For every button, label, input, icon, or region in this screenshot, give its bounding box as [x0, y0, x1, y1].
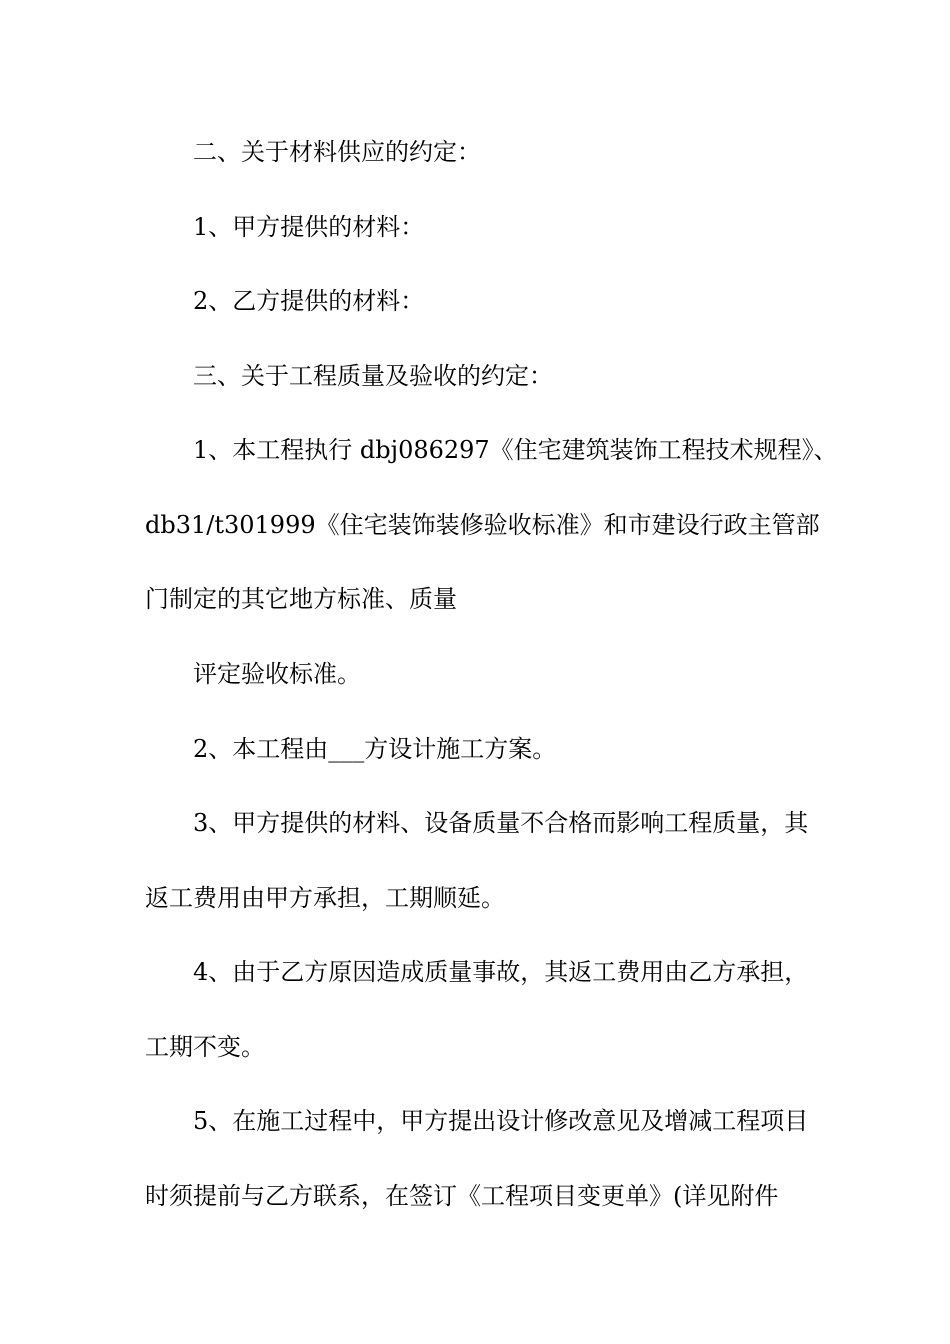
section-heading-quality: 三、关于工程质量及验收的约定：: [193, 362, 553, 390]
clause-line: 时须提前与乙方联系，在签订《工程项目变更单》(详见附件: [145, 1182, 779, 1210]
clause-line: 工期不变。: [145, 1033, 265, 1061]
clause-line: 1、本工程执行 dbj086297《住宅建筑装饰工程技术规程》、: [193, 436, 838, 464]
clause-line: 返工费用由甲方承担，工期顺延。: [145, 884, 505, 912]
clause-line: db31/t301999《住宅装饰装修验收标准》和市建设行政主管部: [145, 511, 820, 539]
section-heading-materials: 二、关于材料供应的约定：: [193, 138, 481, 166]
clause-line: 2、乙方提供的材料：: [193, 287, 425, 315]
clause-line: 2、本工程由___方设计施工方案。: [193, 735, 557, 763]
clause-line: 1、甲方提供的材料：: [193, 213, 425, 241]
clause-line: 评定验收标准。: [193, 660, 361, 688]
clause-line: 4、由于乙方原因造成质量事故，其返工费用由乙方承担，: [193, 958, 809, 986]
clause-line: 5、在施工过程中，甲方提出设计修改意见及增减工程项目: [193, 1107, 809, 1135]
clause-line: 门制定的其它地方标准、质量: [145, 585, 457, 613]
clause-line: 3、甲方提供的材料、设备质量不合格而影响工程质量，其: [193, 809, 809, 837]
